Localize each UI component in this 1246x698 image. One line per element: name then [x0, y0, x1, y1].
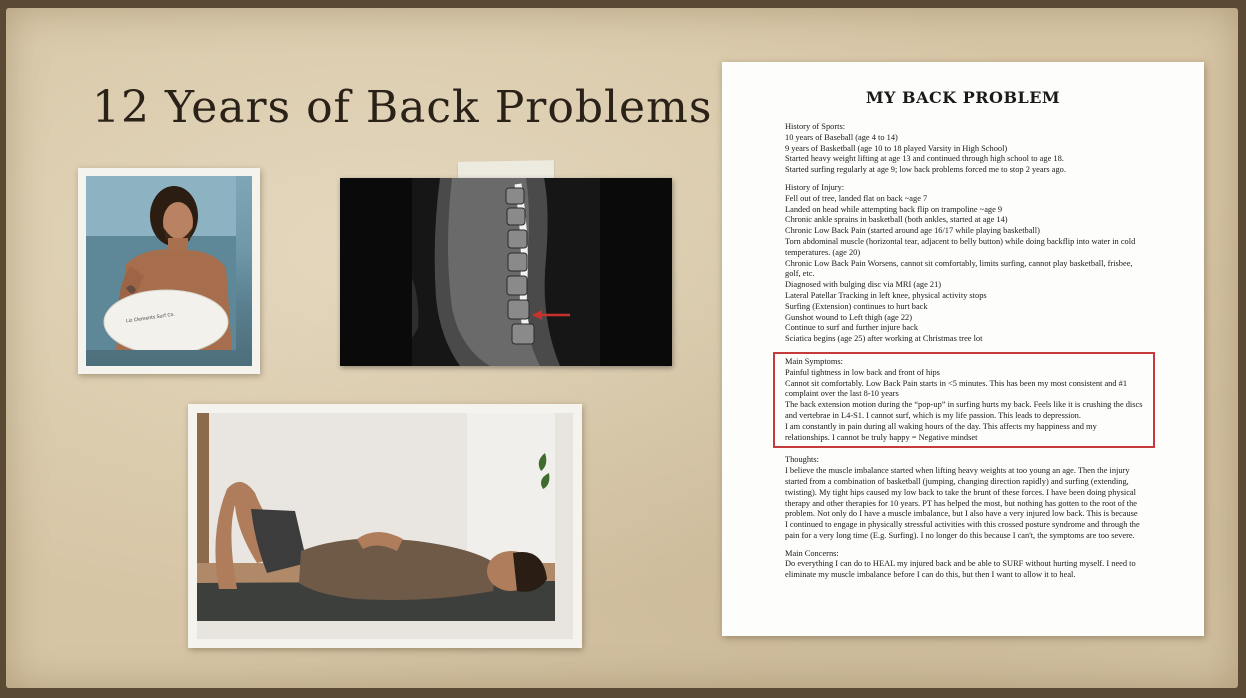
section-heading: Thoughts:	[785, 455, 819, 465]
sports-line: Started surfing regularly at age 9; low back problems forced me to stop 2 years ago.	[785, 165, 1066, 175]
slide-background	[6, 8, 1238, 688]
injury-line: Chronic Low Back Pain Worsens, cannot sit comfortably, limits surfing, cannot play basketball, frisbee, golf, etc.	[785, 258, 1133, 279]
sports-line: 9 years of Basketball (age 10 to 18 played Varsity in High School)	[785, 143, 1008, 153]
surfboard-label: Liz Clements Surf Co.	[125, 312, 176, 325]
concerns-text: Do everything I can do to HEAL my injured back and be able to SURF without hurting myself. I need to eliminate my muscle imbalance before I can do this, but then I want to allow it to heal.	[785, 559, 1136, 580]
slide-title: 12 Years of Back Problems	[92, 82, 713, 133]
section-heading: History of Injury:	[785, 182, 845, 192]
injury-line: Sciatica begins (age 25) after working at Christmas tree lot	[785, 334, 983, 344]
section-heading: Main Concerns:	[785, 548, 839, 558]
injury-line: Chronic ankle sprains in basketball (both ankles, started at age 14)	[785, 215, 1008, 225]
sports-line: Started heavy weight lifting at age 13 and continued through high school to age 18.	[785, 154, 1064, 164]
mri-scan-image	[340, 178, 672, 366]
injury-line: Lateral Patellar Tracking in left knee, physical activity stops	[785, 290, 987, 300]
surfer-photo	[78, 168, 260, 374]
sports-line: 10 years of Baseball (age 4 to 14)	[785, 132, 898, 142]
spine-mri-illustration	[340, 178, 672, 366]
back-problem-document	[722, 62, 1204, 636]
symptom-line: Cannot sit comfortably. Low Back Pain starts in <5 minutes. This has been my most consistent and #1 complaint over the last 8-10 years	[785, 378, 1128, 399]
history-of-injury-section	[785, 183, 1141, 345]
injury-line: Landed on head while attempting back flip on trampoline ~age 9	[785, 204, 1003, 214]
document-body	[785, 122, 1141, 588]
stretching-photo	[188, 404, 582, 648]
injury-line: Surfing (Extension) continues to hurt back	[785, 301, 928, 311]
thoughts-text: I believe the muscle imbalance started when lifting heavy weights at too young an age. Then the injury started from a combination of basketball (jumping, changing direction rapidly) and surfing (extending, twisting). My tight hips caused my low back to take the brunt of these forces. I have been doing physical therapy and other therapies for 10 years. PT has helped the most, but nothing has gotten to the root of the problem. Not only do I have a muscle imbalance, but I also have a very injured low back. This is because I continued to engage in physically stressful activities with this crossed posture syndrome and through the pain for a very long time (E.g. Surfing). I no longer do this because I can't, the symptoms are too severe.	[785, 466, 1140, 540]
section-heading: History of Sports:	[785, 122, 846, 131]
surfer-illustration	[86, 176, 236, 350]
symptom-line: The back extension motion during the “pop-up” in surfing hurts my back. Feels like it is crushing the discs and vertebrae in L4-S1. I cannot surf, which is my life passion. This leads to depression.	[785, 400, 1143, 420]
injury-line: Fell out of tree, landed flat on back ~age 7	[785, 193, 928, 203]
thoughts-section	[785, 455, 1141, 541]
main-symptoms-box	[773, 352, 1155, 448]
injury-line: Chronic Low Back Pain (started around age 16/17 while playing basketball)	[785, 226, 1040, 236]
document-title: MY BACK PROBLEM	[865, 88, 1061, 107]
person-lying-illustration	[197, 413, 555, 621]
injury-line: Continue to surf and further injure back	[785, 323, 919, 333]
injury-line: Diagnosed with bulging disc via MRI (age 21)	[785, 280, 942, 290]
injury-line: Torn abdominal muscle (horizontal tear, adjacent to belly button) while doing backflip into water in cold temperatures. (age 20)	[785, 236, 1136, 257]
symptom-line: Painful tightness in low back and front of hips	[785, 367, 940, 377]
history-of-sports-section	[785, 122, 1141, 176]
main-concerns-section	[785, 549, 1141, 581]
injury-line: Gunshot wound to Left thigh (age 22)	[785, 312, 912, 322]
section-heading: Main Symptoms:	[785, 356, 843, 366]
symptom-line: I am constantly in pain during all waking hours of the day. This affects my happiness and my relationships. I cannot be truly happy = Negative mindset	[785, 421, 1097, 442]
